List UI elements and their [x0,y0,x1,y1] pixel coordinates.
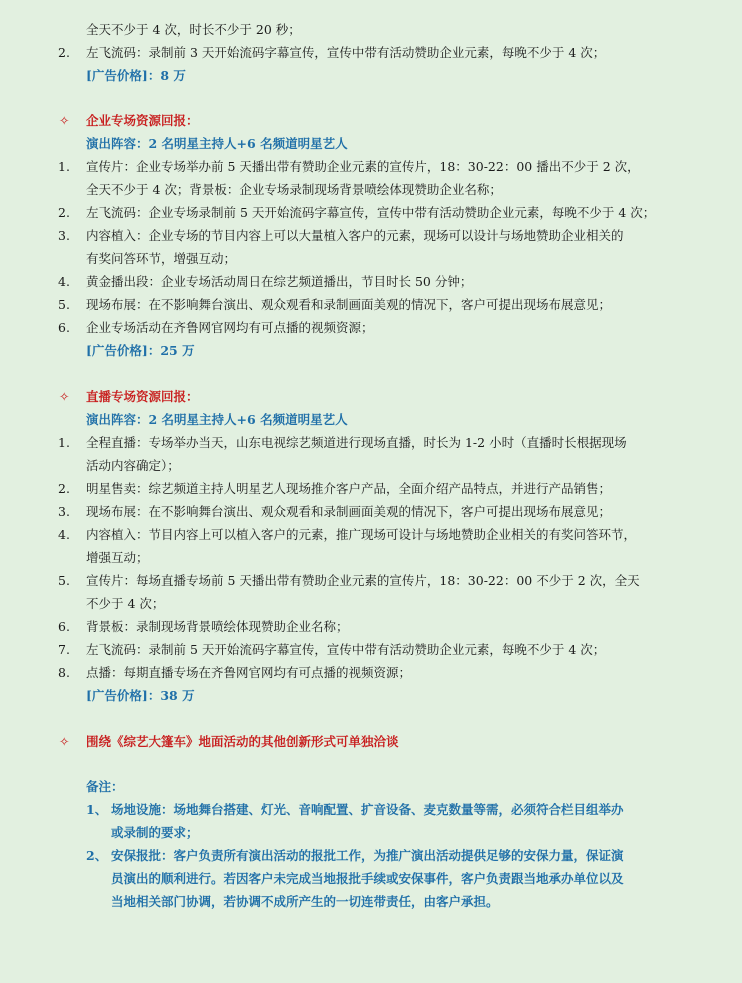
lineup-text: 演出阵容：2 名明星主持人+6 名频道明星艺人 [86,136,348,151]
item-text: 宣传片：企业专场举办前 5 天播出带有赞助企业元素的宣传片，18：30-22：00 播出不少于 2 次， [86,159,640,174]
item-number: 2. [58,45,70,60]
item-text: 背景板：录制现场背景喷绘体现赞助企业名称； [86,619,349,634]
item-text-cont: 有奖问答环节，增强互动； [86,251,237,266]
item-number: 4. [58,274,70,289]
continued-text: 全天不少于 4 次，时长不少于 20 秒； [86,22,301,37]
section-title-live: 直播专场资源回报： [86,389,199,404]
item-number: 5. [58,297,70,312]
note-number: 2、 [86,848,108,863]
item-number: 2. [58,481,70,496]
item-number: 1. [58,435,70,450]
item-text: 点播：每期直播专场在齐鲁网官网均有可点播的视频资源； [86,665,412,680]
note-text: 安保报批：客户负责所有演出活动的报批工作，为推广演出活动提供足够的安保力量，保证演 [111,848,624,863]
item-text: 企业专场活动在齐鲁网官网均有可点播的视频资源； [86,320,374,335]
notes-title: 备注： [86,779,124,794]
item-number: 3. [58,504,70,519]
item-number: 4. [58,527,70,542]
item-number: 1. [58,159,70,174]
item-text: 黄金播出段：企业专场活动周日在综艺频道播出，节目时长 50 分钟； [86,274,473,289]
item-text: 现场布展：在不影响舞台演出、观众观看和录制画面美观的情况下，客户可提出现场布展意见； [86,297,612,312]
item-number: 6. [58,619,70,634]
note-text-cont: 员演出的顺利进行。若因客户未完成当地报批手续或安保事件，客户负责跟当地承办单位以及 [111,871,624,886]
item-text: 左飞流码：企业专场录制前 5 天开始流码字幕宣传，宣传中带有活动赞助企业元素，每晚不少于 4 次； [86,205,656,220]
item-text: 明星售卖：综艺频道主持人明星艺人现场推介客户产品，全面介绍产品特点，并进行产品销售； [86,481,612,496]
section-title-enterprise: 企业专场资源回报： [86,113,199,128]
item-number: 7. [58,642,70,657]
item-number: 3. [58,228,70,243]
item-text: 现场布展：在不影响舞台演出、观众观看和录制画面美观的情况下，客户可提出现场布展意见； [86,504,612,519]
diamond-bullet-icon: ✧ [59,389,70,404]
item-text: 左飞流码：录制前 5 天开始流码字幕宣传，宣传中带有活动赞助企业元素，每晚不少于 4 次； [86,642,606,657]
ad-price: [广告价格]：8 万 [86,68,186,83]
item-text-cont: 不少于 4 次； [86,596,165,611]
note-text-cont: 或录制的要求； [111,825,199,840]
lineup-text: 演出阵容：2 名明星主持人+6 名频道明星艺人 [86,412,348,427]
item-number: 5. [58,573,70,588]
ad-price: [广告价格]：25 万 [86,343,195,358]
item-text: 内容植入：节目内容上可以植入客户的元素，推广现场可设计与场地赞助企业相关的有奖问答环节， [86,527,637,542]
note-number: 1、 [86,802,108,817]
item-number: 8. [58,665,70,680]
diamond-bullet-icon: ✧ [59,734,70,749]
ad-price: [广告价格]：38 万 [86,688,195,703]
item-text-cont: 全天不少于 4 次；背景板：企业专场录制现场背景喷绘体现赞助企业名称； [86,182,502,197]
item-number: 6. [58,320,70,335]
diamond-bullet-icon: ✧ [59,113,70,128]
section-title-other: 围绕《综艺大篷车》地面活动的其他创新形式可单独洽谈 [86,734,399,749]
item-text-cont: 增强互动； [86,550,149,565]
item-text-cont: 活动内容确定）； [86,458,180,473]
item-text: 宣传片：每场直播专场前 5 天播出带有赞助企业元素的宣传片，18：30-22：00 不少于 2 次，全天 [86,573,640,588]
item-text: 内容植入：企业专场的节目内容上可以大量植入客户的元素，现场可以设计与场地赞助企业相关的 [86,228,624,243]
item-text: 左飞流码：录制前 3 天开始流码字幕宣传，宣传中带有活动赞助企业元素，每晚不少于 4 次； [86,45,606,60]
item-number: 2. [58,205,70,220]
note-text-cont: 当地相关部门协调，若协调不成所产生的一切连带责任，由客户承担。 [111,894,499,909]
item-text: 全程直播：专场举办当天，山东电视综艺频道进行现场直播，时长为 1-2 小时（直播时长根据现场 [86,435,627,450]
note-text: 场地设施：场地舞台搭建、灯光、音响配置、扩音设备、麦克数量等需，必须符合栏目组举办 [111,802,624,817]
